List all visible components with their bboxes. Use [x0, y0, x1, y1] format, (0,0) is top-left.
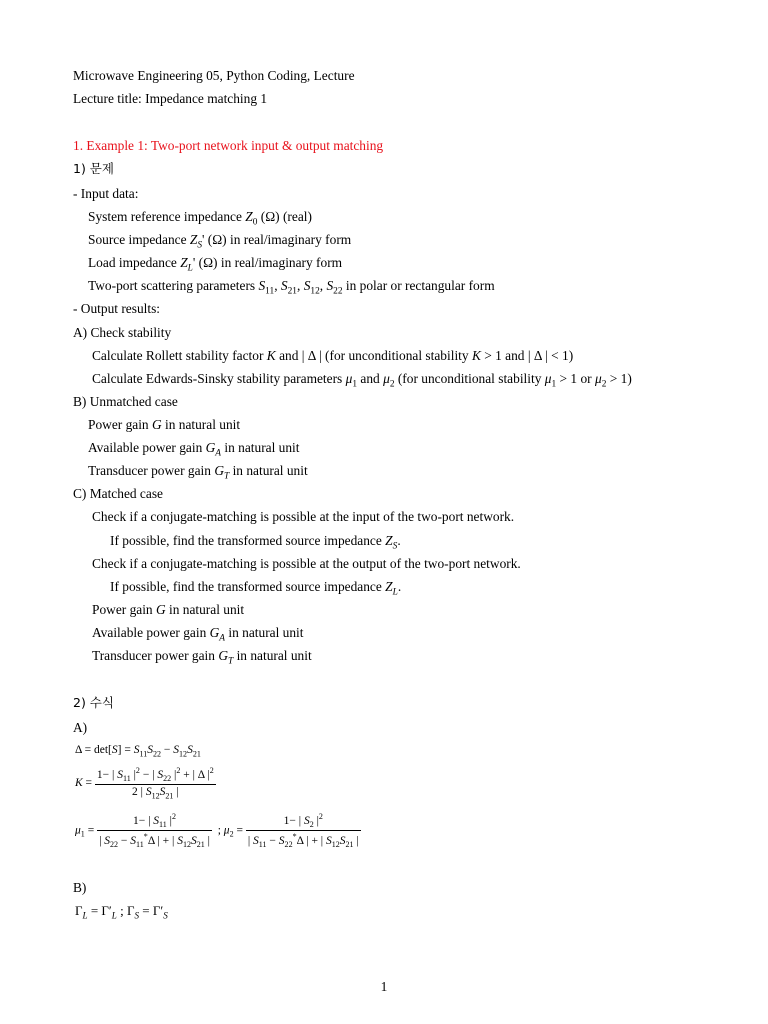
section-a-title: A) Check stability — [73, 325, 172, 340]
problem-heading: 1) 문제 — [73, 161, 114, 176]
page-number: 1 — [380, 979, 388, 994]
c-item-zl: If possible, find the transformed source impedance $Z_L$. — [110, 579, 402, 598]
c-item-available-gain: Available power gain $G_A$ in natural unit — [92, 625, 304, 644]
input-item-sparams: Two-port scattering parameters $S_{11}$, $S_{21}$, $S_{12}$, $S_{22}$ in polar or rectangular form — [88, 278, 495, 297]
b-item-available-gain: Available power gain $G_A$ in natural unit — [88, 440, 300, 459]
section-b-title: B) Unmatched case — [73, 394, 178, 409]
input-item-z0: System reference impedance $Z_0$ (Ω) (real) — [88, 209, 312, 228]
formula-b-label: B) — [73, 880, 87, 895]
c-item-output-match: Check if a conjugate-matching is possible at the output of the two-port network. — [92, 556, 521, 571]
equation-mu: $\mu_1$ = $\frac{1- | S_{11} |^2}{| S_{22} - S_{11}^*\Delta | + | S_{12}S_{21} |}$ ; $\mu_2$ = $\frac{1- | S_2 |^2}{| S_{11} - S_{22}^*\Delta | + | S_{12}S_{21} |}$ — [75, 812, 359, 850]
section-c-title: C) Matched case — [73, 486, 163, 501]
formula-a-label: A) — [73, 720, 88, 735]
lecture-title: Lecture title: Impedance matching 1 — [73, 91, 268, 106]
c-item-zs: If possible, find the transformed source impedance $Z_S$. — [110, 533, 401, 552]
formula-heading: 2) 수식 — [73, 695, 114, 710]
c-item-input-match: Check if a conjugate-matching is possible at the input of the two-port network. — [92, 509, 515, 524]
b-item-transducer-gain: Transducer power gain $G_T$ in natural unit — [88, 463, 308, 482]
input-item-zl: Load impedance $Z_L'$ (Ω) in real/imaginary form — [88, 255, 343, 274]
a-item-edwards-sinsky: Calculate Edwards-Sinsky stability parameters $\mu_1$ and $\mu_2$ (for unconditional stability $\mu_1 > 1$ or $\mu_2 > 1$) — [92, 371, 632, 390]
equation-k: K = $\frac{1- | S_{11} |^2 - | S_{22} |^2 + | \Delta |^2}{2 | S_{12}S_{21} |}$ — [75, 766, 214, 801]
equation-gamma: $\Gamma_L = \Gamma'_L$ ; $\Gamma_S = \Gamma'_S$ — [75, 903, 168, 921]
b-item-power-gain: Power gain G in natural unit — [88, 417, 241, 432]
output-results-label: - Output results: — [73, 301, 161, 316]
equation-delta: $\Delta = \det[S] = S_{11}S_{22} - S_{12}S_{21}$ — [75, 744, 201, 759]
a-item-rollett: Calculate Rollett stability factor K and | Δ | (for unconditional stability K > 1 and | Δ | < 1) — [92, 348, 574, 363]
c-item-transducer-gain: Transducer power gain $G_T$ in natural unit — [92, 648, 312, 667]
input-data-label: - Input data: — [73, 186, 139, 201]
document-header-line1: Microwave Engineering 05, Python Coding, Lecture — [73, 68, 355, 83]
section-title: 1. Example 1: Two-port network input & output matching — [73, 138, 384, 153]
c-item-power-gain: Power gain G in natural unit — [92, 602, 245, 617]
input-item-zs: Source impedance $Z_S'$ (Ω) in real/imaginary form — [88, 232, 352, 251]
